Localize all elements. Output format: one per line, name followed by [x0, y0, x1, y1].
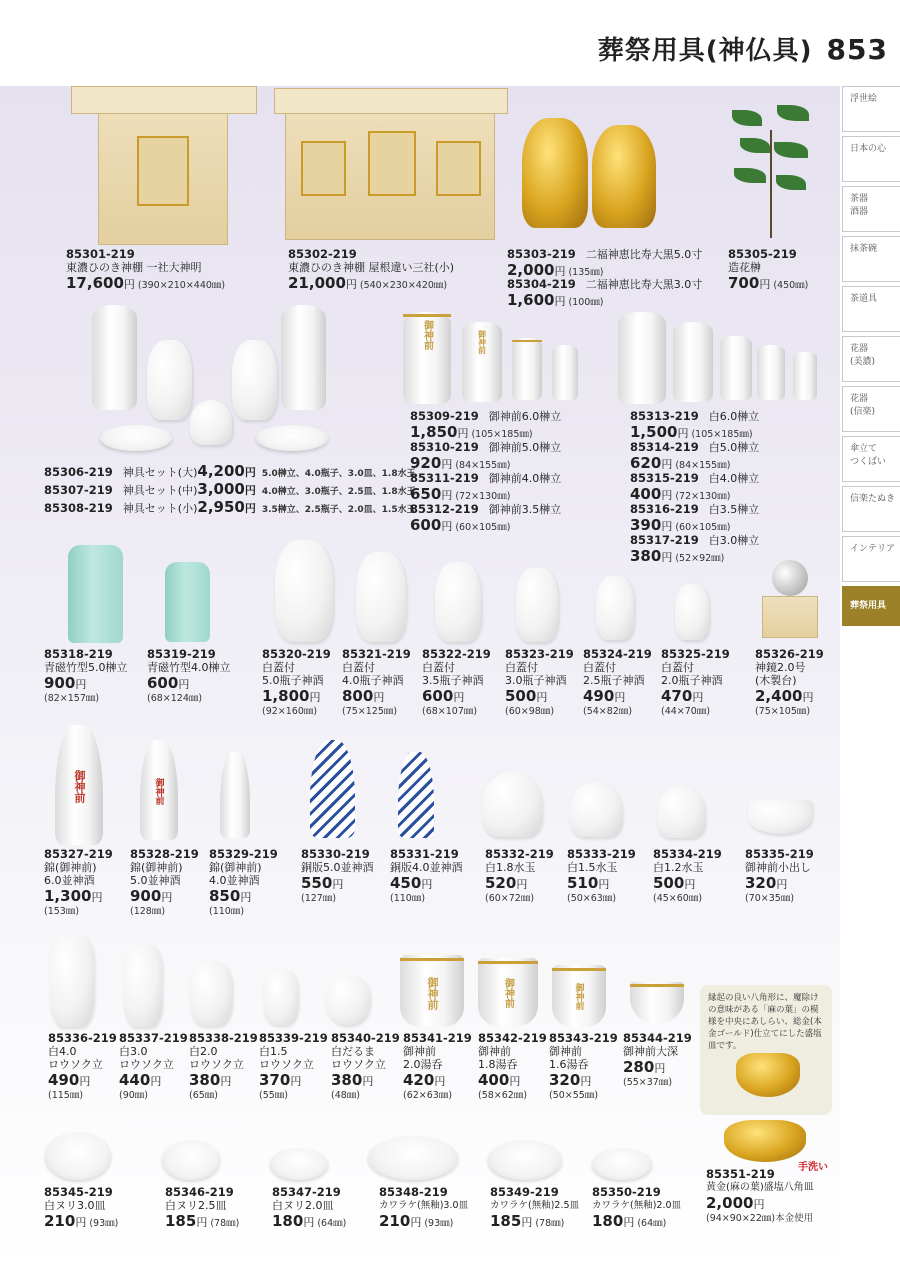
product-85309[interactable]: 85309-219 御神前6.0榊立 1,850円 (105×185㎜) [410, 409, 562, 441]
product-85317[interactable]: 85317-219 白3.0榊立 380円 (52×92㎜) [630, 533, 760, 565]
white-sakaki-vase-image [757, 345, 785, 400]
tab-ukiyoe[interactable]: 浮世絵 [842, 86, 900, 132]
page-header [598, 30, 888, 67]
product-85306[interactable]: 85306-219 神具セット(大)4,200円 5.0榊立、4.0瓶子、3.0皿、1.8水玉 [44, 462, 416, 480]
lidded-heishi-image [596, 576, 634, 640]
tab-chadougu[interactable]: 茶道具 [842, 286, 900, 332]
celadon-bamboo-vase-image [165, 562, 210, 642]
product-85308[interactable]: 85308-219 神具セット(小)2,950円 3.5榊立、2.5瓶子、2.0皿、1.5水玉 [44, 498, 416, 516]
product-85318[interactable]: 85318-219 青磁竹型5.0榊立 900円 (82×157㎜) [44, 647, 128, 704]
product-85337[interactable]: 85337-219 白3.0 ロウソク立 440円 (90㎜) [119, 1031, 188, 1101]
goshinzen-sakaki-vase-image: 御神前 [462, 322, 502, 402]
product-85319[interactable]: 85319-219 青磁竹型4.0榊立 600円 (68×124㎜) [147, 647, 231, 704]
goshinzen-sakaki-vase-image [552, 345, 578, 400]
product-85336[interactable]: 85336-219 白4.0 ロウソク立 490円 (115㎜) [48, 1031, 117, 1101]
product-85330[interactable]: 85330-219 銅版5.0並神酒 550円 (127㎜) [301, 847, 374, 904]
tab-sousai-yougu[interactable]: 葬祭用具 [842, 586, 900, 626]
candle-stand-image [50, 935, 94, 1027]
sacred-mirror-image [760, 560, 820, 640]
dish-image [100, 425, 172, 451]
product-85343[interactable]: 85343-219 御神前 1.6湯呑 320円 (50×55㎜) [549, 1031, 618, 1101]
mizutama-image [190, 400, 232, 445]
kawarake-plate-image [488, 1140, 562, 1180]
tab-kaki-shigaraki[interactable]: 花器 (信楽) [842, 386, 900, 432]
product-85301[interactable]: 85301-219 東濃ひのき神棚 一社大神明 17,600円 (390×210×440㎜) [66, 247, 226, 292]
white-sakaki-vase-image [793, 352, 817, 400]
product-85351[interactable]: 85351-219 黄金(麻の葉)盛塩八角皿 2,000円 (94×90×22㎜)本金使用 [706, 1167, 814, 1224]
product-85349[interactable]: 85349-219 カワラケ(無釉)2.5皿 185円 (78㎜) [490, 1185, 580, 1230]
artificial-sakaki-image [722, 100, 822, 240]
product-85303[interactable]: 85303-219 二福神恵比寿大黒5.0寸 2,000円 (135㎜) [507, 247, 703, 279]
daikoku-figure-image [592, 125, 656, 228]
tab-shigaraki-tanuki[interactable]: 信楽たぬき [842, 486, 900, 532]
nishiki-sake-bottle-image: 御神前 [140, 740, 178, 840]
product-85315[interactable]: 85315-219 白4.0榊立 400円 (72×130㎜) [630, 471, 760, 503]
golden-octagon-dish-image [724, 1120, 806, 1162]
white-sakaki-vase-image [673, 322, 713, 402]
product-85326[interactable]: 85326-219 神鏡2.0号 (木製台) 2,400円 (75×105㎜) [755, 647, 824, 717]
product-85347[interactable]: 85347-219 白ヌリ2.0皿 180円 (64㎜) [272, 1185, 347, 1230]
product-85324[interactable]: 85324-219 白蓋付 2.5瓶子神酒 490円 (54×82㎜) [583, 647, 652, 717]
product-85321[interactable]: 85321-219 白蓋付 4.0瓶子神酒 800円 (75×125㎜) [342, 647, 411, 717]
white-sakaki-vase-image [618, 312, 666, 404]
goshinzen-cup-image: 御神前 [400, 955, 464, 1027]
white-plate-image [162, 1140, 220, 1180]
product-85339[interactable]: 85339-219 白1.5 ロウソク立 370円 (55㎜) [259, 1031, 328, 1101]
tab-matchawan[interactable]: 抹茶碗 [842, 236, 900, 282]
dish-image [256, 425, 328, 451]
product-85302[interactable]: 85302-219 東濃ひのき神棚 屋根違い三社(小) 21,000円 (540×230×420㎜) [288, 247, 455, 292]
sakaki-vase-image [92, 305, 137, 410]
product-85346[interactable]: 85346-219 白ヌリ2.5皿 185円 (78㎜) [165, 1185, 240, 1230]
koidashi-bowl-image [748, 800, 812, 834]
product-description-box [700, 985, 832, 1115]
tab-chaki-shuki[interactable]: 茶器 酒器 [842, 186, 900, 232]
product-85310[interactable]: 85310-219 御神前5.0榊立 920円 (84×155㎜) [410, 440, 562, 472]
handwash-badge: 手洗い [798, 1162, 828, 1173]
product-85304[interactable]: 85304-219 二福神恵比寿大黒3.0寸 1,600円 (100㎜) [507, 277, 703, 309]
lidded-heishi-image [356, 552, 406, 642]
mizutama-image [657, 786, 705, 838]
white-plate-image [270, 1148, 328, 1180]
tab-interior[interactable]: インテリア [842, 536, 900, 582]
product-85328[interactable]: 85328-219 錦(御神前) 5.0並神酒 900円 (128㎜) [130, 847, 199, 917]
product-85323[interactable]: 85323-219 白蓋付 3.0瓶子神酒 500円 (60×98㎜) [505, 647, 574, 717]
candle-stand-image [124, 945, 162, 1027]
blue-sake-bottle-image [310, 740, 355, 838]
lidded-heishi-image [516, 568, 558, 642]
product-85344[interactable]: 85344-219 御神前大深 280円 (55×37㎜) [623, 1031, 692, 1088]
mizutama-image [570, 782, 622, 837]
product-85312[interactable]: 85312-219 御神前3.5榊立 600円 (60×105㎜) [410, 502, 562, 534]
ebisu-figure-image [522, 118, 588, 228]
product-85313[interactable]: 85313-219 白6.0榊立 1,500円 (105×185㎜) [630, 409, 760, 441]
product-85327[interactable]: 85327-219 錦(御神前) 6.0並神酒 1,300円 (153㎜) [44, 847, 113, 917]
kawarake-plate-image [368, 1136, 458, 1180]
goshinzen-sakaki-vase-image [512, 338, 542, 400]
category-tabs [842, 86, 900, 630]
heishi-image [232, 340, 277, 420]
tab-kasatate[interactable]: 傘立て つくばい [842, 436, 900, 482]
product-85322[interactable]: 85322-219 白蓋付 3.5瓶子神酒 600円 (68×107㎜) [422, 647, 491, 717]
product-85350[interactable]: 85350-219 カワラケ(無釉)2.0皿 180円 (64㎜) [592, 1185, 682, 1230]
product-85329[interactable]: 85329-219 錦(御神前) 4.0並神酒 850円 (110㎜) [209, 847, 278, 917]
lidded-heishi-image [275, 540, 333, 642]
product-85307[interactable]: 85307-219 神具セット(中)3,000円 4.0榊立、3.0瓶子、2.5皿、1.8水玉 [44, 480, 416, 498]
lidded-heishi-image [675, 584, 709, 640]
kawarake-plate-image [592, 1148, 652, 1180]
product-85305[interactable]: 85305-219 造花榊 700円 (450㎜) [728, 247, 809, 292]
product-85316[interactable]: 85316-219 白3.5榊立 390円 (60×105㎜) [630, 502, 760, 534]
goshinzen-sakaki-vase-image: 御神前 [403, 312, 451, 404]
product-85311[interactable]: 85311-219 御神前4.0榊立 650円 (72×130㎜) [410, 471, 562, 503]
nishiki-sake-bottle-image [220, 752, 250, 838]
product-85341[interactable]: 85341-219 御神前 2.0湯呑 420円 (62×63㎜) [403, 1031, 472, 1101]
product-85331[interactable]: 85331-219 銅版4.0並神酒 450円 (110㎜) [390, 847, 463, 904]
white-sakaki-vase-image [720, 336, 752, 400]
product-85333[interactable]: 85333-219 白1.5水玉 510円 (50×63㎜) [567, 847, 636, 904]
lidded-heishi-image [435, 562, 481, 642]
goshinzen-cup-image: 御神前 [552, 965, 606, 1027]
product-85325[interactable]: 85325-219 白蓋付 2.0瓶子神酒 470円 (44×70㎜) [661, 647, 730, 717]
candle-stand-image [264, 970, 298, 1025]
tab-nihon-no-kokoro[interactable]: 日本の心 [842, 136, 900, 182]
product-85338[interactable]: 85338-219 白2.0 ロウソク立 380円 (65㎜) [189, 1031, 258, 1101]
product-85342[interactable]: 85342-219 御神前 1.8湯呑 400円 (58×62㎜) [478, 1031, 547, 1101]
celadon-bamboo-vase-image [68, 545, 123, 643]
sakaki-vase-image [281, 305, 326, 410]
nishiki-sake-bottle-image: 御神前 [55, 725, 103, 845]
product-85340[interactable]: 85340-219 白だるま ロウソク立 380円 (48㎜) [331, 1031, 400, 1101]
heishi-image [147, 340, 192, 420]
blue-sake-bottle-image [398, 752, 434, 838]
product-85335[interactable]: 85335-219 御神前小出し 320円 (70×35㎜) [745, 847, 814, 904]
product-85320[interactable]: 85320-219 白蓋付 5.0瓶子神酒 1,800円 (92×160㎜) [262, 647, 331, 717]
tab-kaki-mino[interactable]: 花器 (美濃) [842, 336, 900, 382]
candle-stand-image [326, 975, 370, 1025]
goshinzen-cup-image: 御神前 [478, 958, 538, 1026]
salt-dish-image [736, 1053, 800, 1097]
white-plate-image [45, 1132, 111, 1180]
product-85345[interactable]: 85345-219 白ヌリ3.0皿 210円 (93㎜) [44, 1185, 119, 1230]
mizutama-image [482, 772, 542, 837]
candle-stand-image [190, 962, 232, 1026]
kamidana-image [98, 95, 228, 245]
product-85334[interactable]: 85334-219 白1.2水玉 500円 (45×60㎜) [653, 847, 722, 904]
product-85332[interactable]: 85332-219 白1.8水玉 520円 (60×72㎜) [485, 847, 554, 904]
description-text: 縁起の良い八角形に、魔除けの意味がある「麻の葉」の模様を中央にあしらい、総金(本金ゴールド)仕立てにした盛塩皿です。 [708, 993, 822, 1051]
page-title: 葬祭用具(神仏具) [597, 36, 813, 66]
kamidana-sansha-image [285, 95, 495, 240]
page-number: 853 [826, 33, 888, 66]
product-85348[interactable]: 85348-219 カワラケ(無釉)3.0皿 210円 (93㎜) [379, 1185, 469, 1230]
product-85314[interactable]: 85314-219 白5.0榊立 620円 (84×155㎜) [630, 440, 760, 472]
